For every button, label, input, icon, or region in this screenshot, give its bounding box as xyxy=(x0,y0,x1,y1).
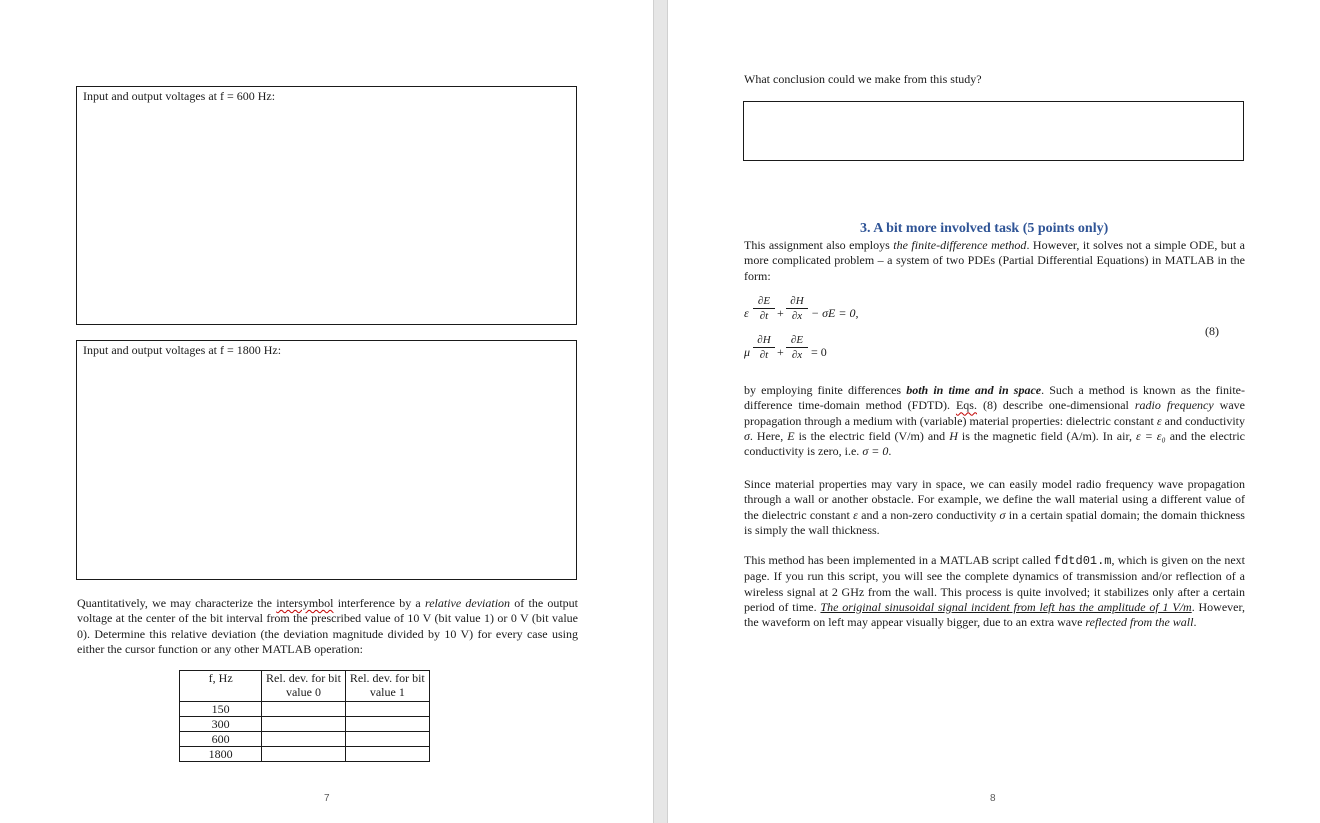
eq1-numerator: ∂E xyxy=(757,295,771,307)
eq1-plus: + xyxy=(777,306,784,320)
eq2-denominator: ∂t xyxy=(759,349,769,361)
table-header: Rel. dev. for bit value 1 xyxy=(345,671,429,702)
wall-paragraph: Since material properties may vary in space, we can easily model radio frequency wave propagation through a wall or another obstacle. For example, we define the wall material using a different value of the dielectric constant ε and a non-zero conductivity σ in a certain spatial domain; the domain thickness is simply the wall thickness. xyxy=(744,477,1245,537)
table-cell[interactable] xyxy=(262,732,345,747)
eq1-denominator: ∂x xyxy=(791,310,803,322)
eq1-denominator: ∂t xyxy=(759,310,769,322)
table-cell: 150 xyxy=(180,702,262,717)
eq1-numerator: ∂H xyxy=(790,295,804,307)
eq2-fraction-dE-dx xyxy=(786,334,808,361)
table-header: f, Hz xyxy=(180,671,262,702)
fraction-bar xyxy=(786,347,808,348)
equation-number: (8) xyxy=(1205,324,1219,338)
eq1-fraction-dH-dx xyxy=(786,295,808,322)
eq1-fraction-dE-dt xyxy=(753,295,775,322)
intersymbol-paragraph: Quantitatively, we may characterize the intersymbol interference by a relative deviation of the output voltage at the center of the bit interval from the prescribed value of 10 V (bit value 1) or 0 V (bit value 0). Determine this relative deviation (the deviation magnitude divided by 10 V) for every case using either the cursor function or any other MATLAB operation: xyxy=(77,596,579,656)
intro-paragraph: This assignment also employs the finite-difference method. However, it solves not a simple ODE, but a more complicated problem – a system of two PDEs (Partial Differential Equations) in MATLAB in the form: xyxy=(744,238,1245,283)
conclusion-question: What conclusion could we make from this study? xyxy=(744,72,982,86)
page-number: 7 xyxy=(324,793,330,804)
fraction-bar xyxy=(753,347,775,348)
answer-box-label: Input and output voltages at f = 600 Hz: xyxy=(83,89,276,103)
eq2-fraction-dH-dt xyxy=(753,334,775,361)
spellcheck-word: Eqs. xyxy=(955,398,977,413)
page-8 xyxy=(668,0,1320,823)
fraction-bar xyxy=(786,308,808,309)
table-cell: 1800 xyxy=(180,747,262,762)
eq2-denominator: ∂x xyxy=(791,349,803,361)
answer-box-1800hz[interactable] xyxy=(76,340,577,580)
table-row xyxy=(180,717,430,732)
table-cell[interactable] xyxy=(262,702,345,717)
table-cell[interactable] xyxy=(345,732,429,747)
eq2-mu: μ xyxy=(744,345,751,359)
table-row xyxy=(180,702,430,717)
answer-box-label: Input and output voltages at f = 1800 Hz: xyxy=(83,343,282,357)
table-row xyxy=(180,732,430,747)
eq2-tail: = 0 xyxy=(811,345,827,359)
table-header-row xyxy=(180,671,430,702)
page-7 xyxy=(0,0,653,823)
table-cell[interactable] xyxy=(262,747,345,762)
script-paragraph: This method has been implemented in a MATLAB script called fdtd01.m, which is given on the next page. If you run this script, you will see the complete dynamics of transmission and/or reflection of a wireless signal at 2 GHz from the wall. This process is quite involved; it stabilizes only after a certain period of time. The original sinusoidal signal incident from left has the amplitude of 1 V/m. However, the waveform on left may appear visually bigger, due to an extra wave reflected from the wall. xyxy=(744,553,1246,630)
eq2-numerator: ∂H xyxy=(757,334,771,346)
table-cell: 300 xyxy=(180,717,262,732)
section-title: 3. A bit more involved task (5 points only) xyxy=(860,221,1109,236)
page-number: 8 xyxy=(990,793,996,804)
fdtd-paragraph: by employing finite differences both in time and in space. Such a method is known as the finite-difference time-domain method (FDTD). Eqs. (8) describe one-dimensional radio frequency wave propagation through a medium with (variable) material properties: dielectric constant ε and conductivity σ. Here, E is the electric field (V/m) and H is the magnetic field (A/m). In air, ε = ε₀ and the electric conductivity is zero, i.e. σ = 0. xyxy=(744,383,1246,459)
table-cell: 600 xyxy=(180,732,262,747)
eq1-tail: − σE = 0, xyxy=(811,306,859,320)
fraction-bar xyxy=(753,308,775,309)
table-cell[interactable] xyxy=(262,717,345,732)
conclusion-answer-box[interactable] xyxy=(743,101,1244,161)
page-gutter xyxy=(653,0,668,823)
spellcheck-word: intersymbol xyxy=(276,596,334,610)
eq2-plus: + xyxy=(777,345,784,359)
eq2-numerator: ∂E xyxy=(790,334,804,346)
table-row xyxy=(180,747,430,762)
answer-box-600hz[interactable] xyxy=(76,86,577,325)
table-cell[interactable] xyxy=(345,747,429,762)
table-header: Rel. dev. for bit value 0 xyxy=(262,671,345,702)
relative-deviation-table xyxy=(179,670,430,762)
table-cell[interactable] xyxy=(345,702,429,717)
eq1-epsilon: ε xyxy=(744,306,749,320)
table-cell[interactable] xyxy=(345,717,429,732)
equation-block xyxy=(744,295,1245,367)
script-filename: fdtd01.m xyxy=(1053,554,1112,568)
